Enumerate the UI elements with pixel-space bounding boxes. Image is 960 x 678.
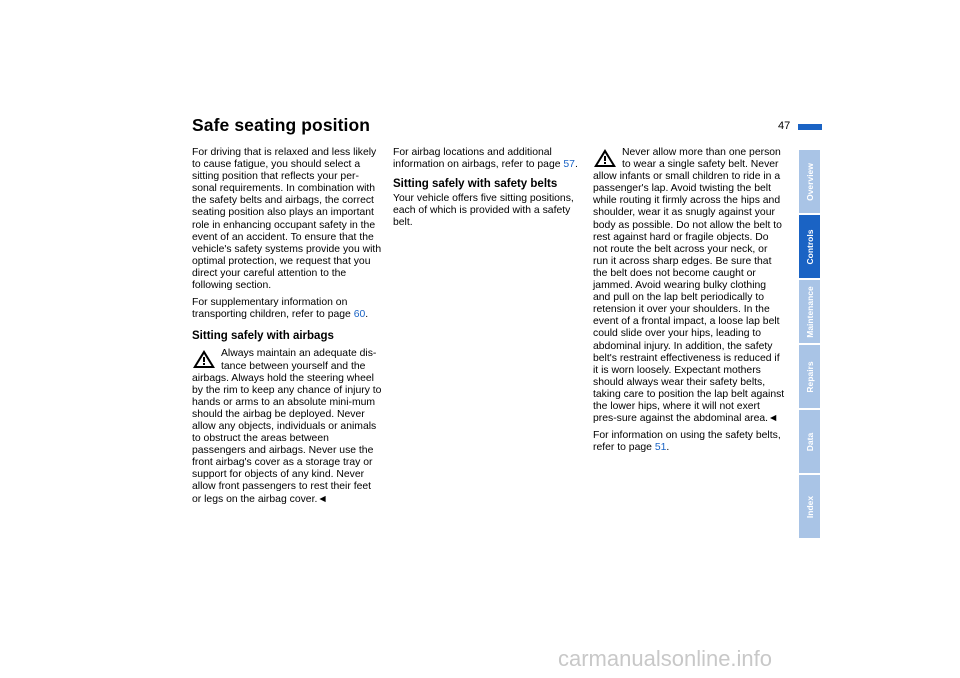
belt-warning [593,147,785,425]
airbag-locations-text: For airbag locations and additional information on airbags, refer to page [393,147,564,171]
column-1 [192,147,383,511]
warning-triangle-icon [192,349,216,369]
airbag-warning [192,348,383,505]
children-reference-text: For supplementary information on transporting children, refer to page [192,297,354,321]
nav-tab-label: Overview [804,162,815,201]
page-title: Safe seating position [192,115,371,135]
section-nav [799,150,820,540]
belt-info-text: For information on using the safety belts, refer to page [593,430,781,454]
page-link-51[interactable]: 51 [654,442,667,454]
nav-tab-maintenance[interactable] [799,280,820,343]
intro-paragraph: For driving that is relaxed and less likely to cause fatigue, you should select a sitting position that reflects your per-sonal requirements. In combination with the safety belts and airbags, the correct seating position also plays an important role in enhancing occupant safety in the event of an accident. To ensure that the vehicle's safety systems provide you with optimal protection, we request that you direct your careful attention to the following section. [192,147,382,292]
heading-sitting-safely-belts: Sitting safely with safety belts [393,178,558,191]
warning-triangle-icon [593,148,617,168]
heading-sitting-safely-airbags: Sitting safely with airbags [192,330,334,343]
page-number: 47 [778,120,791,132]
airbag-locations-end: . [574,159,578,171]
nav-tab-label: Index [804,495,815,518]
nav-tab-overview[interactable] [799,150,820,213]
page-number-bar [798,124,822,130]
nav-tab-repairs[interactable] [799,345,820,408]
column-3 [593,147,785,459]
children-reference [192,297,383,321]
watermark: carmanualsonline.info [558,646,773,671]
page-link-57[interactable]: 57 [563,159,575,171]
nav-tab-label: Data [804,432,815,451]
nav-tab-controls[interactable] [799,215,820,278]
column-2 [393,147,585,235]
nav-tab-data[interactable] [799,410,820,473]
children-reference-end: . [365,309,369,321]
page-link-60[interactable]: 60 [353,309,366,321]
airbag-locations-reference [393,147,585,171]
nav-tab-label: Controls [804,229,815,264]
nav-tab-index[interactable] [799,475,820,538]
belt-info-reference [593,430,785,454]
nav-tab-label: Repairs [804,360,815,393]
belt-info-end: . [666,442,670,454]
nav-tab-label: Maintenance [804,285,815,338]
belts-paragraph: Your vehicle offers five sitting positions, each of which is provided with a safety belt. [393,193,574,229]
airbag-warning-text: Always maintain an adequate dis-tance between yourself and the airbags. Always hold the steering wheel by the rim to keep any chance of injury to hands or arms to an absolute mini-mum should the airbag be deployed. Never allow any objects, individuals or animals to obstruct the areas between passengers and airbags. Never use the front airbag's cover as a storage tray or support for objects of any kind. Never allow front passengers to rest their feet or legs on the airbag cover.◄ [192,348,382,505]
belt-warning-text: Never allow more than one person to wear a single safety belt. Never allow infants or small children to ride in a passenger's lap. Avoid twisting the belt while routing it firmly across the hips and shoulder, wear it as snugly against your body as possible. Do not allow the belt to rest against hard or fragile objects. Do not route the belt across your neck, or run it across sharp edges. Be sure that the belt does not become caught or jammed. Avoid wearing bulky clothing and pull on the lap belt periodically to retension it over your shoulders. In the event of a frontal impact, a loose lap belt could slide over your hips, leading to abdominal injury. In addition, the safety belt's restraint effectiveness is reduced if it is worn loosely. Expectant mothers should always wear their safety belts, taking care to position the lap belt against the lower hips, where it will not exert pres-sure against the abdominal area.◄ [593,147,785,425]
